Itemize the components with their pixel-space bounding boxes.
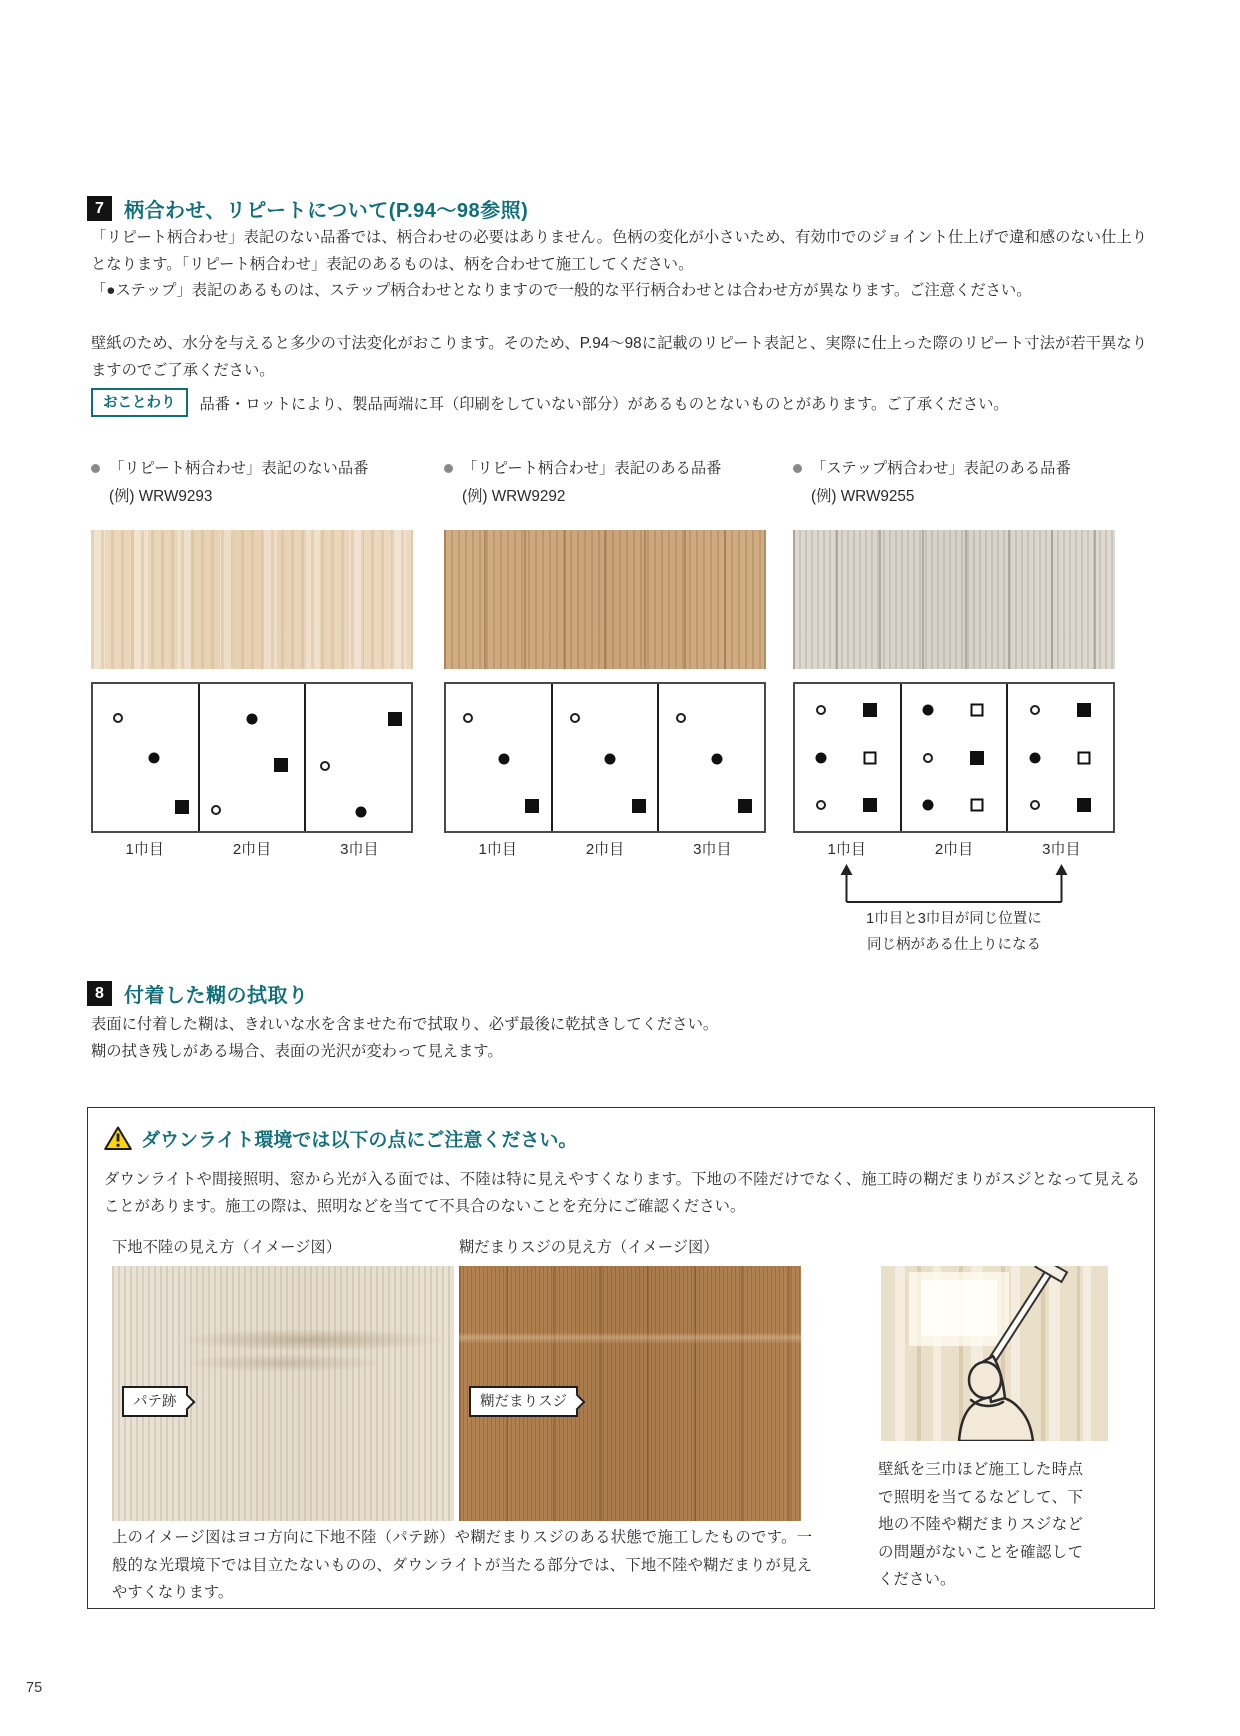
filled-square-symbol [863,798,877,812]
filled-circle-symbol [498,753,509,764]
diagram-panel [551,684,658,831]
filled-square-symbol [632,799,646,813]
width-label: 1巾目 [827,841,866,858]
pattern-diagram [91,682,413,833]
filled-square-symbol [525,799,539,813]
width-label: 1巾目 [478,841,517,858]
paragraph: 表面に付着した糊は、きれいな水を含ませた布で拭取り、必ず最後に乾拭きしてください。 [91,1016,719,1033]
installer-illustration [881,1266,1108,1441]
pattern-diagram [444,682,766,833]
width-label: 2巾目 [934,841,974,858]
filled-square-symbol [738,799,752,813]
width-labels [444,838,766,859]
width-label: 3巾目 [340,841,379,858]
sample-column-no-repeat [91,456,413,858]
diagram-panel [1006,684,1113,831]
filled-square-symbol [1077,798,1091,812]
step-match-note-line: 1巾目と3巾目が同じ位置に [866,911,1042,927]
warning-body: ダウンライトや間接照明、窓から光が入る面では、不陸は特に見えやすくなります。下地の不陸だけでなく、施工時の糊だまりがスジとなって見えることがあります。施工の際は、照明などを当てて不具合のないことを充分にご確認ください。 [104,1171,1140,1215]
filled-circle-symbol [922,799,933,810]
filled-square-symbol [970,751,984,765]
open-circle-symbol [1030,705,1040,715]
open-circle-symbol [211,805,221,815]
filled-square-symbol [175,800,189,814]
open-circle-symbol [320,761,330,771]
wallpaper-sample-image [793,530,1115,669]
filled-circle-symbol [816,752,827,763]
sample-product-code: (例) WRW9255 [811,488,915,505]
diagram-panel [795,684,900,831]
width-labels [793,838,1115,859]
diagram-panel [446,684,551,831]
width-label: 2巾目 [585,841,625,858]
bullet-icon [91,464,100,473]
image-caption-glue-streak: 糊だまりスジの見え方（イメージ図） [459,1239,719,1256]
side-instruction-text: 壁紙を三巾ほど施工した時点で照明を当てるなどして、下地の不陸や糊だまりスジなどの問題がないことを確認してください。 [878,1461,1083,1588]
bullet-icon [793,464,802,473]
sample-column-step [793,456,1115,953]
open-square-symbol [1077,751,1090,764]
warning-title: ダウンライト環境では以下の点にご注意ください。 [141,1130,578,1151]
diagram-panel [93,684,198,831]
bottom-explanation-text: 上のイメージ図はヨコ方向に下地不陸（パテ跡）や糊だまりスジのある状態で施工したものです。一般的な光環境下では目立たないものの、ダウンライトが当たる部分では、下地不陸や糊だまりが見えやすくなります。 [112,1529,812,1601]
glue-streak-callout: 糊だまりスジ [469,1386,578,1417]
width-labels [91,838,413,859]
filled-circle-symbol [922,705,933,716]
step-match-note [793,906,1115,958]
section-8-title: 付着した糊の拭取り [124,985,309,1007]
filled-circle-symbol [605,753,616,764]
wallpaper-sample-image [444,530,766,669]
sample-caption [444,456,766,481]
sample-column-repeat [444,456,766,858]
step-match-note-line: 同じ柄がある仕上りになる [867,937,1041,953]
paragraph: 壁紙のため、水分を与えると多少の寸法変化がおこります。そのため、P.94〜98に記載のリピート表記と、実際に仕上った際のリピート寸法が若干異なりますのでご了承ください。 [91,335,1147,379]
downlight-warning-box [87,1107,1155,1609]
filled-square-symbol [388,712,402,726]
wallpaper-sample-image [91,530,413,669]
sample-product-code: (例) WRW9292 [462,488,566,505]
sample-product-code: (例) WRW9293 [109,488,213,505]
bullet-icon [444,464,453,473]
diagram-panel [198,684,305,831]
filled-circle-symbol [148,752,159,763]
page-number: 75 [26,1680,43,1696]
section-7-badge: 7 [87,196,112,221]
open-circle-symbol [463,713,473,723]
sample-caption [91,456,413,481]
putty-mark-callout: パテ跡 [122,1386,188,1417]
step-match-bracket-arrows [793,864,1115,904]
diagram-panel [900,684,1007,831]
diagram-panel [304,684,411,831]
filled-circle-symbol [247,714,258,725]
section-7-heading [87,194,528,223]
filled-circle-symbol [1029,752,1040,763]
section-8-heading [87,979,309,1008]
paragraph: 糊の拭き残しがある場合、表面の光沢が変わって見えます。 [91,1042,503,1060]
section-7-paragraphs [91,225,1147,305]
open-circle-symbol [816,800,826,810]
glue-streak-image [459,1266,801,1521]
open-circle-symbol [570,713,580,723]
filled-square-symbol [274,758,288,772]
sample-caption-text: 「ステップ柄合わせ」表記のある品番 [811,460,1071,477]
open-circle-symbol [676,713,686,723]
pattern-diagram [793,682,1115,833]
sample-caption [793,456,1115,481]
width-label: 2巾目 [232,841,272,858]
notice-row [91,388,1009,417]
open-circle-symbol [1030,800,1040,810]
width-label: 3巾目 [1042,841,1081,858]
paragraph: 「リピート柄合わせ」表記のない品番では、柄合わせの必要はありません。色柄の変化が小さいため、有効巾でのジョイント仕上げで違和感のない仕上りとなります。「リピート柄合わせ」表記のあるものは、柄を合わせて施工してください。 [91,229,1147,273]
section-8-paragraphs [91,1012,1147,1065]
open-square-symbol [971,704,984,717]
filled-circle-symbol [711,753,722,764]
warning-icon [104,1126,132,1151]
notice-label: おことわり [91,388,188,417]
filled-circle-symbol [355,806,366,817]
filled-square-symbol [863,703,877,717]
image-caption-substrate: 下地不陸の見え方（イメージ図） [112,1239,341,1256]
width-label: 3巾目 [693,841,732,858]
filled-square-symbol [1077,703,1091,717]
open-square-symbol [971,798,984,811]
open-circle-symbol [113,713,123,723]
sample-caption-text: 「リピート柄合わせ」表記のない品番 [109,460,369,477]
substrate-unevenness-image [112,1266,454,1521]
notice-text: 品番・ロットにより、製品両端に耳（印刷をしていない部分）があるものとないものとがあります。ご了承ください。 [199,395,1009,413]
width-label: 1巾目 [125,841,164,858]
open-circle-symbol [816,705,826,715]
open-square-symbol [864,751,877,764]
diagram-panel [657,684,764,831]
section-8-badge: 8 [87,981,112,1006]
paragraph: 「●ステップ」表記のあるものは、ステップ柄合わせとなりますので一般的な平行柄合わせとは合わせ方が異なります。ご注意ください。 [91,282,1032,299]
sample-caption-text: 「リピート柄合わせ」表記のある品番 [462,460,722,477]
section-7-title: 柄合わせ、リピートについて(P.94〜98参照) [124,200,529,222]
open-circle-symbol [923,753,933,763]
warning-title-row [104,1125,577,1152]
